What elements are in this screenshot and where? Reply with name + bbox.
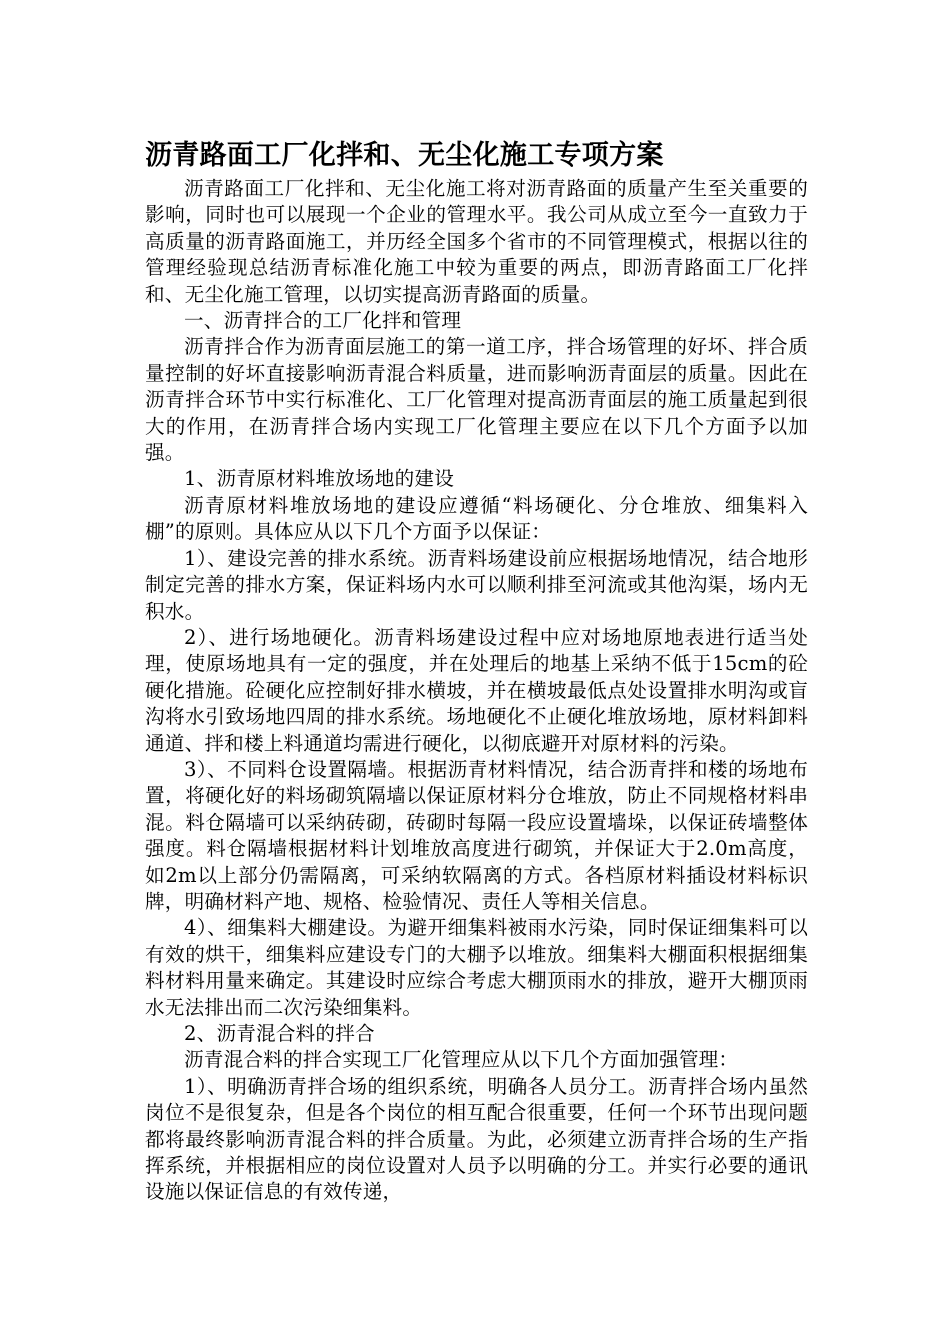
intro-paragraph: 沥青路面工厂化拌和、无尘化施工将对沥青路面的质量产生至关重要的影响，同时也可以展现一个企业的管理水平。我公司从成立至今一直致力于高质量的沥青路面施工，并历经全国多个省市的不同管理模式，根据以往的管理经验现总结沥青标准化施工中较为重要的两点，即沥青路面工厂化拌和、无尘化施工管理，以切实提高沥青路面的质量。 — [145, 177, 808, 306]
list-item-paragraph: 3）、不同料仓设置隔墙。根据沥青材料情况，结合沥青拌和楼的场地布置，将硬化好的料场砌筑隔墙以保证原材料分仓堆放，防止不同规格材料串混。料仓隔墙可以采纳砖砌，砖砌时每隔一段应设置墙垛，以保证砖墙整体强度。料仓隔墙根据材料计划堆放高度进行砌筑，并保证大于2.0m高度，如2m以上部分仍需隔离，可采纳软隔离的方式。各档原材料插设材料标识牌，明确材料产地、规格、检验情况、责任人等相关信息。 — [145, 757, 808, 913]
list-item-paragraph: 1）、建设完善的排水系统。沥青料场建设前应根据场地情况，结合地形制定完善的排水方案，保证料场内水可以顺利排至河流或其他沟渠，场内无积水。 — [145, 546, 808, 623]
subsection-heading-1: 1、沥青原材料堆放场地的建设 — [184, 467, 454, 491]
body-paragraph: 沥青混合料的拌合实现工厂化管理应从以下几个方面加强管理： — [184, 1048, 739, 1072]
document-body — [145, 138, 808, 1206]
list-item-paragraph: 2）、进行场地硬化。沥青料场建设过程中应对场地原地表进行适当处理，使原场地具有一定的强度，并在处理后的地基上采纳不低于15cm的砼硬化措施。砼硬化应控制好排水横坡，并在横坡最低点处设置排水明沟或盲沟将水引致场地四周的排水系统。场地硬化不止硬化堆放场地，原材料卸料通道、拌和楼上料通道均需进行硬化，以彻底避开对原材料的污染。 — [145, 625, 808, 755]
list-item-paragraph: 1）、明确沥青拌合场的组织系统，明确各人员分工。沥青拌合场内虽然岗位不是很复杂，但是各个岗位的相互配合很重要，任何一个环节出现问题都将最终影响沥青混合料的拌合质量。为此，必须建立沥青拌合场的生产指挥系统，并根据相应的岗位设置对人员予以明确的分工。并实行必要的通讯设施以保证信息的有效传递， — [145, 1074, 808, 1204]
subsection-heading-2: 2、沥青混合料的拌合 — [184, 1022, 375, 1045]
list-item-paragraph: 4）、细集料大棚建设。为避开细集料被雨水污染，同时保证细集料可以有效的烘干，细集料应建设专门的大棚予以堆放。细集料大棚面积根据细集料材料用量来确定。其建设时应综合考虑大棚顶雨水的排放，避开大棚顶雨水无法排出而二次污染细集料。 — [145, 916, 808, 1019]
document-title: 沥青路面工厂化拌和、无尘化施工专项方案 — [145, 140, 664, 171]
section-heading-1: 一、沥青拌合的工厂化拌和管理 — [184, 309, 462, 333]
body-paragraph: 沥青原材料堆放场地的建设应遵循“料场硬化、分仓堆放、细集料入棚”的原则。具体应从以下几个方面予以保证： — [145, 493, 808, 544]
body-paragraph: 沥青拌合作为沥青面层施工的第一道工序，拌合场管理的好坏、拌合质量控制的好坏直接影响沥青混合料质量，进而影响沥青面层的质量。因此在沥青拌合环节中实行标准化、工厂化管理对提高沥青面层的施工质量起到很大的作用，在沥青拌合场内实现工厂化管理主要应在以下几个方面予以加强。 — [145, 335, 808, 465]
